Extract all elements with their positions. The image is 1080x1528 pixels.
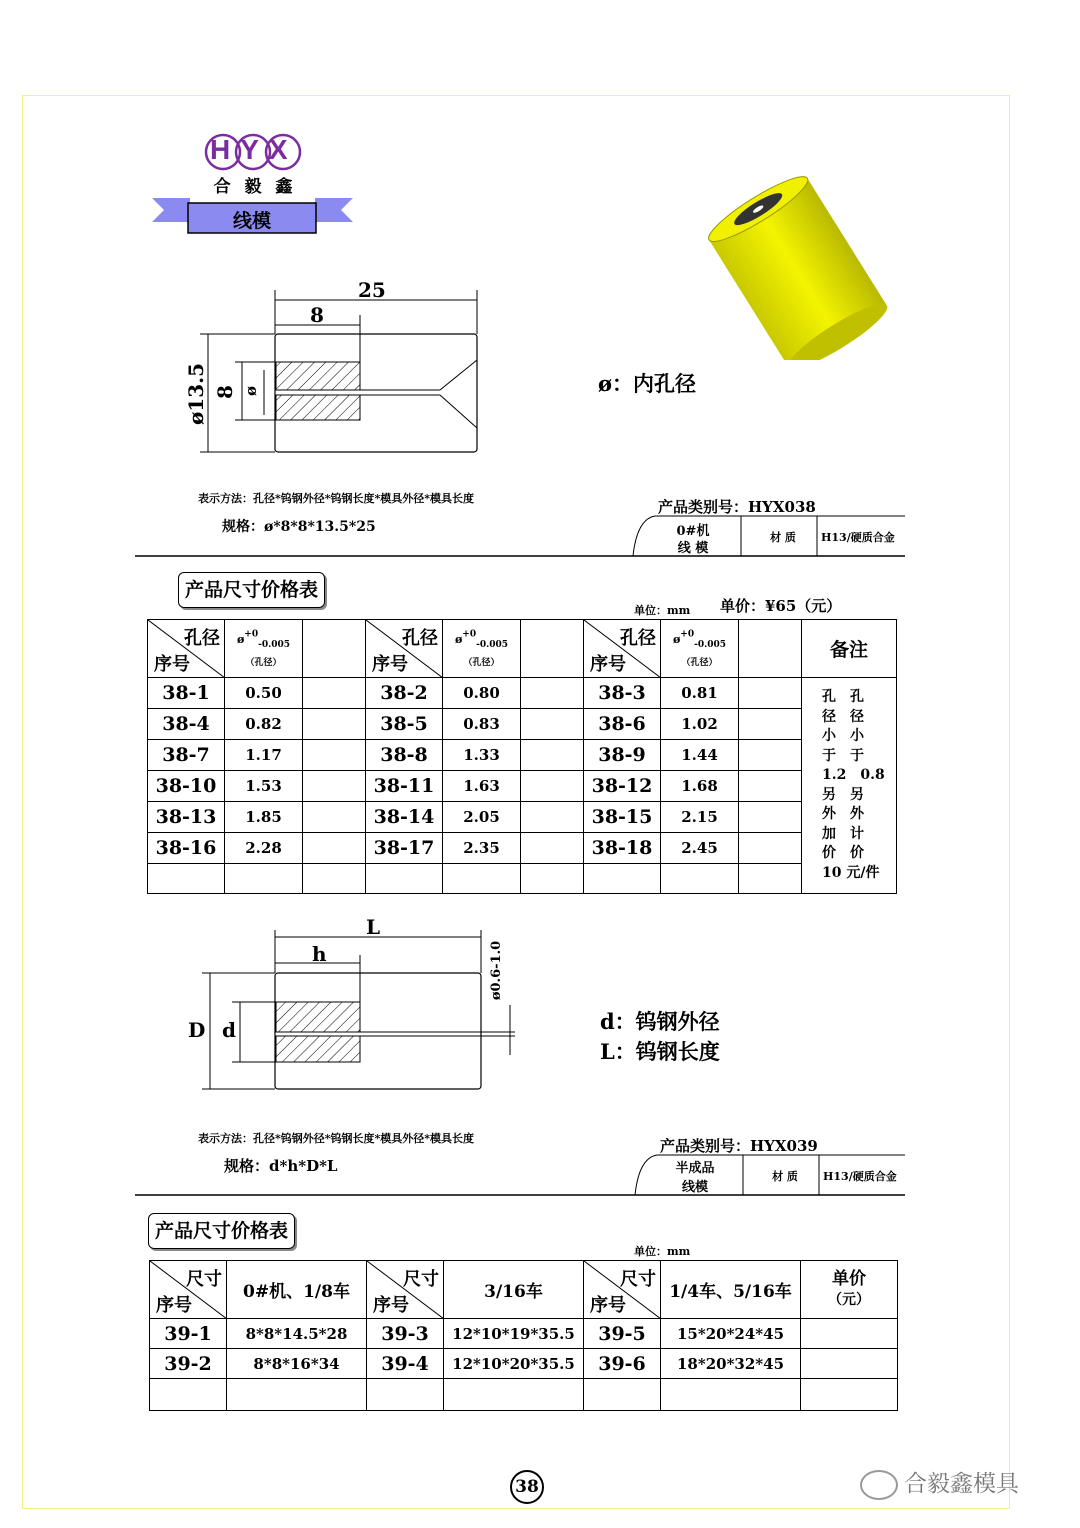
size-cell — [444, 1379, 584, 1411]
spec-text-1: 规格：ø*8*8*13.5*25 — [222, 519, 376, 535]
product-name-2a: 半成品 — [675, 1161, 715, 1176]
hole-diameter-cell: 1.02 — [661, 709, 739, 740]
drawing-hyx038-lines — [180, 270, 510, 460]
hole-diameter-cell: 2.28 — [225, 833, 303, 864]
product-name-2b: 线模 — [681, 1180, 708, 1195]
serial-cell: 38-4 — [148, 709, 225, 740]
serial-cell: 38-3 — [584, 678, 661, 709]
category-2: 产品类别号：HYX039 — [660, 1137, 818, 1155]
blank-cell — [303, 833, 366, 864]
table-row — [148, 771, 897, 802]
table1-diag-head-2: 孔径 序号 — [366, 620, 443, 678]
remark-line: 孔 孔 — [822, 689, 864, 705]
table2-title: 产品尺寸价格表 — [148, 1213, 295, 1249]
remark-cell — [802, 678, 897, 894]
material-label-1: 材 质 — [770, 531, 796, 544]
hole-diameter-cell: 1.68 — [661, 771, 739, 802]
hole-diameter-cell: 2.45 — [661, 833, 739, 864]
blank-cell — [521, 771, 584, 802]
dim-tungsten-diameter: 8 — [212, 385, 237, 399]
blank-cell — [521, 740, 584, 771]
dim2-hole-range: ø0.6-1.0 — [489, 940, 505, 1001]
serial-cell: 38-16 — [148, 833, 225, 864]
blank-cell — [303, 709, 366, 740]
remark-line: 径 径 — [822, 708, 864, 725]
serial-cell: 38-9 — [584, 740, 661, 771]
table-row — [150, 1379, 898, 1411]
blank-cell — [303, 771, 366, 802]
dim2-outer-diameter: D — [188, 1018, 206, 1042]
dim2-tungsten-length: h — [312, 942, 327, 966]
watermark — [860, 1465, 1019, 1500]
serial-cell — [584, 864, 661, 894]
blank-cell — [521, 802, 584, 833]
table2-price-head: 单价 （元） — [801, 1261, 898, 1319]
table1-tol-head-1: $ø^{+0}_{-0.005}$ （孔径） — [225, 620, 303, 678]
serial-cell: 39-1 — [150, 1319, 227, 1349]
serial-cell: 39-5 — [584, 1319, 661, 1349]
material-value-2: H13/硬质合金 — [823, 1170, 897, 1183]
remark-line: 价 价 — [822, 845, 864, 861]
legend-tungsten-diameter: d：钨钢外径 — [600, 1009, 720, 1034]
remark-line: 另 另 — [822, 786, 864, 803]
dim-hole-diameter: ø — [242, 385, 261, 397]
table2-header-row — [150, 1261, 898, 1319]
price-table-hyx039 — [149, 1260, 898, 1411]
blank-cell — [739, 740, 802, 771]
serial-cell: 39-4 — [367, 1349, 444, 1379]
hole-diameter-cell: 0.82 — [225, 709, 303, 740]
material-value-1: H13/硬质合金 — [821, 531, 895, 544]
serial-cell: 39-6 — [584, 1349, 661, 1379]
drawing-hyx039-lines — [180, 915, 530, 1095]
size-cell: 8*8*16*34 — [227, 1349, 367, 1379]
serial-cell: 38-15 — [584, 802, 661, 833]
hole-diameter-cell: 1.63 — [443, 771, 521, 802]
blank-cell — [739, 678, 802, 709]
serial-cell: 38-18 — [584, 833, 661, 864]
size-cell: 18*20*32*45 — [661, 1349, 801, 1379]
table1-tol-head-2: $ø^{+0}_{-0.005}$ （孔径） — [443, 620, 521, 678]
drawing-hyx038 — [180, 270, 510, 460]
blank-cell — [303, 802, 366, 833]
hole-diameter-cell: 1.33 — [443, 740, 521, 771]
size-cell: 15*20*24*45 — [661, 1319, 801, 1349]
material-label-2: 材 质 — [772, 1170, 798, 1183]
blank-cell — [739, 771, 802, 802]
serial-cell: 38-5 — [366, 709, 443, 740]
hole-diameter-cell: 1.53 — [225, 771, 303, 802]
remark-line: 1.2 0.8 — [822, 767, 885, 783]
page-number: 38 — [510, 1470, 544, 1504]
category-1: 产品类别号：HYX038 — [658, 498, 816, 516]
blank-cell — [521, 864, 584, 894]
size-cell: 12*10*19*35.5 — [444, 1319, 584, 1349]
table-row — [148, 709, 897, 740]
product-3d-image — [680, 160, 900, 360]
drawing-hyx039 — [180, 915, 530, 1095]
title-block-2 — [135, 1154, 905, 1196]
hole-diameter-cell: 0.50 — [225, 678, 303, 709]
method-text-2: 表示方法：孔径*钨钢外径*钨钢长度*模具外径*模具长度 — [198, 1132, 475, 1145]
dim-tungsten-length: 8 — [310, 303, 324, 327]
remark-line: 小 小 — [822, 728, 864, 744]
logo-letters: HYX — [210, 134, 298, 165]
blank-cell — [303, 740, 366, 771]
table-row — [150, 1349, 898, 1379]
blank-cell — [303, 864, 366, 894]
serial-cell: 38-7 — [148, 740, 225, 771]
blank-cell — [739, 833, 802, 864]
table1-title: 产品尺寸价格表 — [178, 572, 325, 608]
hole-diameter-cell: 0.81 — [661, 678, 739, 709]
spec-text-2: 规格：d*h*D*L — [224, 1157, 338, 1175]
dim2-length: L — [366, 915, 381, 939]
serial-cell: 38-8 — [366, 740, 443, 771]
size-cell — [227, 1379, 367, 1411]
blank-cell — [739, 864, 802, 894]
logo-company: 合 毅 鑫 — [213, 177, 297, 197]
size-cell: 12*10*20*35.5 — [444, 1349, 584, 1379]
serial-cell: 38-1 — [148, 678, 225, 709]
logo — [150, 130, 355, 240]
table-row — [148, 864, 897, 894]
table1-tol-head-3: $ø^{+0}_{-0.005}$ （孔径） — [661, 620, 739, 678]
serial-cell — [367, 1379, 444, 1411]
serial-cell: 38-10 — [148, 771, 225, 802]
serial-cell: 38-11 — [366, 771, 443, 802]
table2-diag-head-3: 尺寸 序号 — [584, 1261, 661, 1319]
blank-cell — [739, 802, 802, 833]
table-row — [148, 678, 897, 709]
price-cell — [801, 1379, 898, 1411]
table2-col-head-2: 3/16车 — [444, 1261, 584, 1319]
remark-line: 加 计 — [822, 825, 864, 842]
blank-cell — [521, 678, 584, 709]
serial-cell — [366, 864, 443, 894]
wechat-icon — [860, 1470, 898, 1500]
table2-unit: 单位：mm — [634, 1245, 691, 1258]
hole-diameter-cell: 2.15 — [661, 802, 739, 833]
table2-col-head-1: 0#机、1/8车 — [227, 1261, 367, 1319]
blank-cell — [739, 709, 802, 740]
remark-line: 于 于 — [822, 747, 864, 764]
hole-diameter-cell: 1.17 — [225, 740, 303, 771]
table2-col-head-3: 1/4车、5/16车 — [661, 1261, 801, 1319]
price-table-hyx038 — [147, 619, 897, 894]
hole-diameter-cell: 1.44 — [661, 740, 739, 771]
size-cell — [661, 1379, 801, 1411]
blank-cell — [303, 678, 366, 709]
hole-diameter-cell: 2.35 — [443, 833, 521, 864]
hole-diameter-cell — [225, 864, 303, 894]
remark-line: 外 外 — [822, 806, 864, 822]
hole-diameter-cell: 1.85 — [225, 802, 303, 833]
serial-cell: 38-17 — [366, 833, 443, 864]
serial-cell: 38-12 — [584, 771, 661, 802]
dim2-tungsten-diameter: d — [222, 1018, 236, 1042]
table1-diag-head-3: 孔径 序号 — [584, 620, 661, 678]
table1-unit: 单位：mm — [634, 604, 691, 617]
table-row — [150, 1319, 898, 1349]
serial-cell — [150, 1379, 227, 1411]
watermark-text: 合毅鑫模具 — [904, 1471, 1019, 1497]
hole-diameter-cell: 0.80 — [443, 678, 521, 709]
hole-diameter-cell: 0.83 — [443, 709, 521, 740]
serial-cell: 38-14 — [366, 802, 443, 833]
method-text-1: 表示方法：孔径*钨钢外径*钨钢长度*模具外径*模具长度 — [198, 492, 475, 505]
price-cell — [801, 1349, 898, 1379]
serial-cell: 39-2 — [150, 1349, 227, 1379]
logo-banner-text: 线模 — [232, 210, 271, 232]
blank-cell — [521, 833, 584, 864]
table1-price: 单价：¥65（元） — [720, 597, 842, 615]
hole-diameter-cell — [661, 864, 739, 894]
serial-cell: 38-2 — [366, 678, 443, 709]
table1-header-row — [148, 620, 897, 678]
serial-cell: 38-6 — [584, 709, 661, 740]
serial-cell — [584, 1379, 661, 1411]
price-cell — [801, 1319, 898, 1349]
dim-total-length: 25 — [358, 278, 386, 302]
table2-diag-head-1: 尺寸 序号 — [150, 1261, 227, 1319]
title-block-1 — [135, 515, 905, 557]
table-row — [148, 802, 897, 833]
legend-inner-hole: ø：内孔径 — [598, 371, 697, 396]
hole-diameter-cell: 2.05 — [443, 802, 521, 833]
size-cell: 8*8*14.5*28 — [227, 1319, 367, 1349]
table1-remark-head: 备注 — [802, 620, 897, 678]
table1-diag-head-1: 孔径 序号 — [148, 620, 225, 678]
serial-cell: 38-13 — [148, 802, 225, 833]
remark-line: 10 元/件 — [822, 864, 880, 881]
table-row — [148, 740, 897, 771]
serial-cell: 39-3 — [367, 1319, 444, 1349]
legend-tungsten-length: L：钨钢长度 — [600, 1039, 720, 1064]
product-name-1a: 0#机 — [676, 524, 710, 539]
blank-cell — [521, 709, 584, 740]
serial-cell — [148, 864, 225, 894]
table2-diag-head-2: 尺寸 序号 — [367, 1261, 444, 1319]
dim-outer-diameter: ø13.5 — [184, 362, 209, 426]
product-name-1b: 线 模 — [677, 541, 709, 556]
hole-diameter-cell — [443, 864, 521, 894]
table-row — [148, 833, 897, 864]
